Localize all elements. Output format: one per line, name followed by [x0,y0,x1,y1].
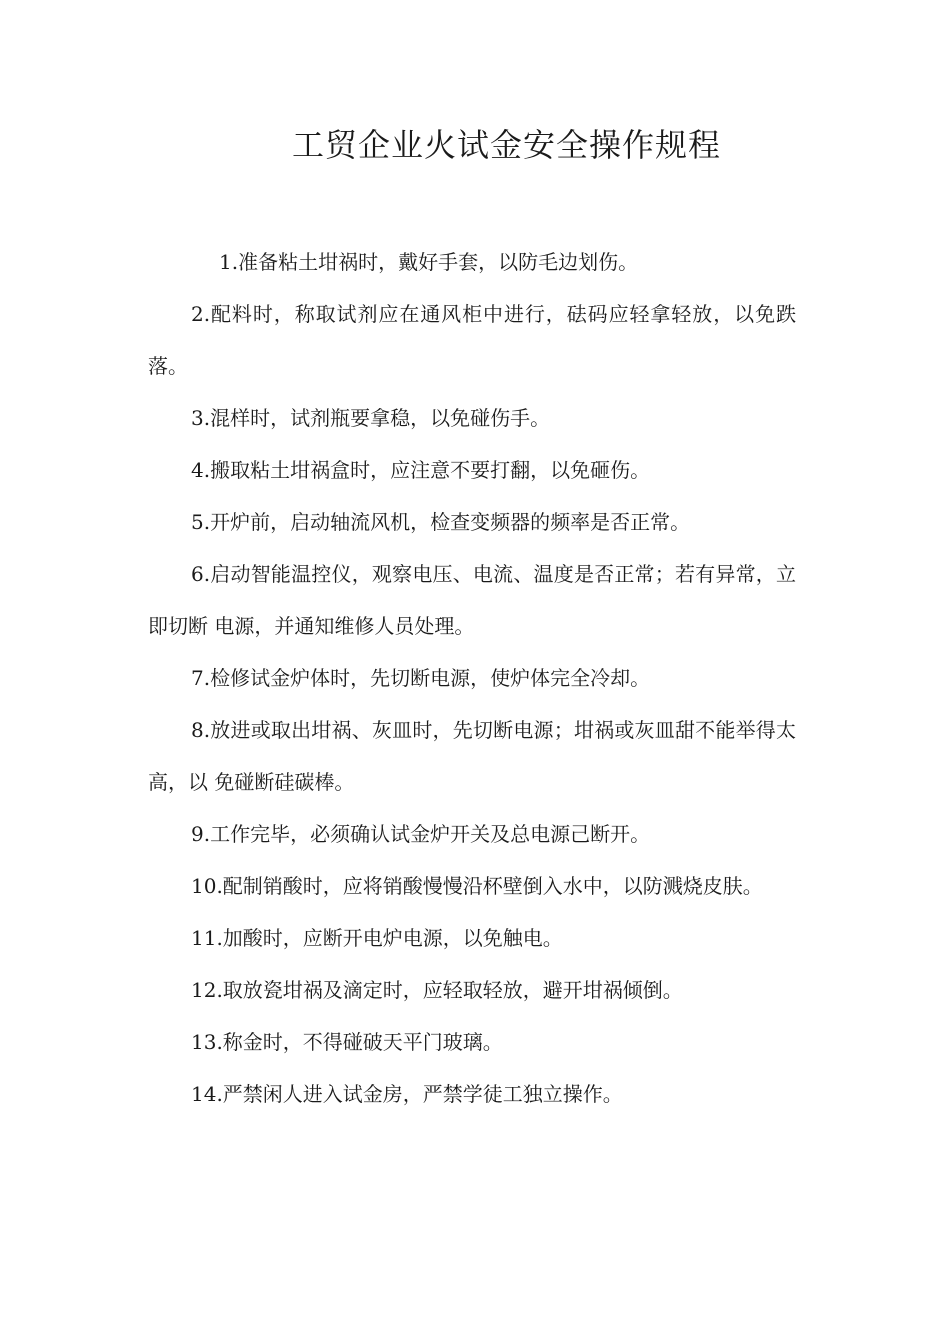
rule-item-9: 9.工作完毕，必须确认试金炉开关及总电源己断开。 [191,822,651,846]
rule-item-4: 4.搬取粘土坩祸盒时，应注意不要打翻，以免砸伤。 [191,458,651,482]
document-title: 工贸企业火试金安全操作规程 [292,126,722,164]
rule-item-10: 10.配制销酸时，应将销酸慢慢沿杯壁倒入水中，以防溅烧皮肤。 [191,874,763,898]
rule-item-8: 8.放进或取出坩祸、灰皿时，先切断电源；坩祸或灰皿甜不能举得太高，以 免碰断硅碳棒。 [148,718,796,794]
rule-item-1: 1.准备粘土坩祸时，戴好手套，以防毛边划伤。 [219,250,639,274]
rule-item-7: 7.检修试金炉体时，先切断电源，使炉体完全冷却。 [191,666,651,690]
rule-item-2: 2.配料时，称取试剂应在通风柜中进行，砝码应轻拿轻放，以免跌落。 [148,302,796,378]
rule-item-12: 12.取放瓷坩祸及滴定时，应轻取轻放，避开坩祸倾倒。 [191,978,683,1002]
rule-item-3: 3.混样时，试剂瓶要拿稳，以免碰伤手。 [191,406,551,430]
rule-item-6: 6.启动智能温控仪，观察电压、电流、温度是否正常；若有异常，立即切断 电源，并通知维修人员处理。 [148,562,796,638]
document-body [148,236,796,1120]
rule-item-13: 13.称金时，不得碰破天平门玻璃。 [191,1030,503,1054]
rule-item-14: 14.严禁闲人进入试金房，严禁学徒工独立操作。 [191,1082,623,1106]
rule-item-5: 5.开炉前，启动轴流风机，检查变频器的频率是否正常。 [191,510,691,534]
rule-item-11: 11.加酸时，应断开电炉电源，以免触电。 [191,926,563,950]
